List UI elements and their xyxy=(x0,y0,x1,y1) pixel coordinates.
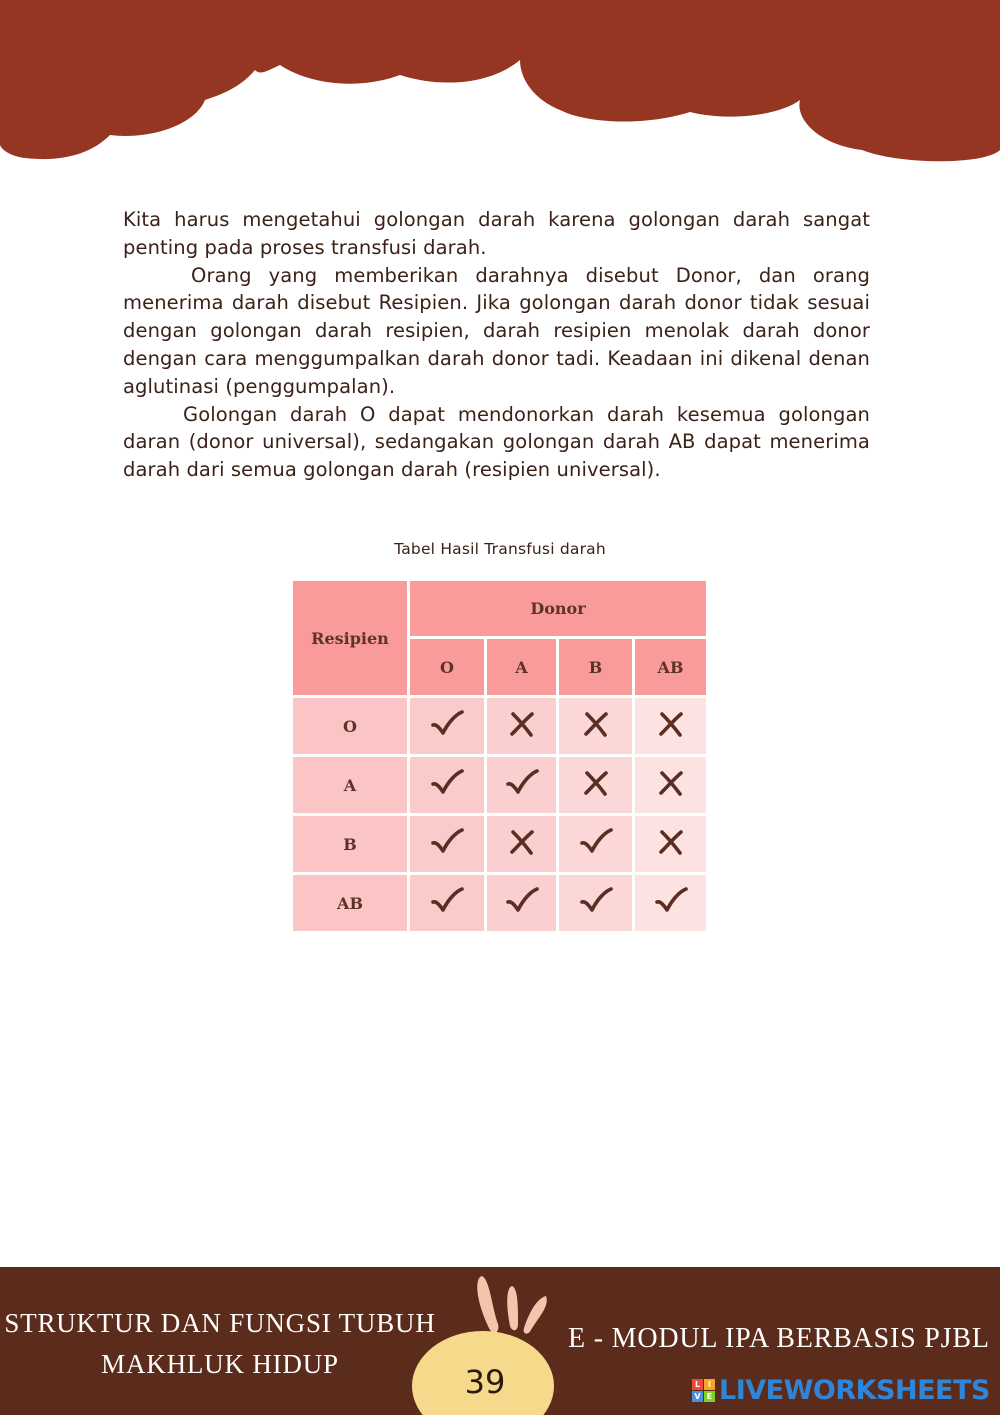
result-cell xyxy=(410,875,484,931)
cross-icon xyxy=(579,709,613,739)
body-text xyxy=(123,206,870,484)
result-cell xyxy=(635,816,706,872)
page-number: 39 xyxy=(464,1363,506,1401)
cross-icon xyxy=(505,709,539,739)
result-cell xyxy=(410,816,484,872)
table-row xyxy=(293,698,706,754)
result-cell xyxy=(410,698,484,754)
footer-topic-line1: STRUKTUR DAN FUNGSI TUBUH xyxy=(4,1308,436,1338)
result-cell xyxy=(410,757,484,813)
result-cell xyxy=(559,757,632,813)
module-title: E - MODUL IPA BERBASIS PJBL xyxy=(568,1323,990,1354)
cross-icon xyxy=(579,768,613,798)
check-icon xyxy=(430,768,464,798)
donor-header: Donor xyxy=(410,581,706,636)
liveworksheets-text: LIVEWORKSHEETS xyxy=(719,1375,990,1406)
paragraph-universal: Golongan darah O dapat mendonorkan darah kesemua golongan daran (donor universal), sedangakan golongan darah AB dapat menerima darah dari semua golongan darah (resipien universal). xyxy=(123,402,870,482)
result-cell xyxy=(559,875,632,931)
row-header: AB xyxy=(293,875,407,931)
resipien-header: Resipien xyxy=(293,581,407,695)
column-header: O xyxy=(410,639,484,695)
result-cell xyxy=(559,816,632,872)
footer-topic-line2: MAKHLUK HIDUP xyxy=(101,1349,339,1379)
liveworksheets-logo-icon: L I V E xyxy=(692,1379,715,1402)
check-icon xyxy=(430,886,464,916)
result-cell xyxy=(487,875,556,931)
table-caption: Tabel Hasil Transfusi darah xyxy=(394,540,606,558)
paragraph-intro: Kita harus mengetahui golongan darah karena golongan darah sangat penting pada proses transfusi darah. xyxy=(123,208,870,259)
cross-icon xyxy=(654,768,688,798)
table-row xyxy=(293,875,706,931)
check-icon xyxy=(430,709,464,739)
check-icon xyxy=(505,768,539,798)
result-cell xyxy=(487,757,556,813)
transfusion-table xyxy=(290,578,709,934)
result-cell xyxy=(487,816,556,872)
column-header: B xyxy=(559,639,632,695)
cross-icon xyxy=(654,709,688,739)
cross-icon xyxy=(505,827,539,857)
result-cell xyxy=(559,698,632,754)
check-icon xyxy=(579,827,613,857)
check-icon xyxy=(505,886,539,916)
footer xyxy=(0,1267,1000,1415)
table-row xyxy=(293,816,706,872)
column-header: A xyxy=(487,639,556,695)
result-cell xyxy=(635,757,706,813)
liveworksheets-brand[interactable] xyxy=(692,1375,990,1406)
footer-topic xyxy=(0,1303,440,1385)
paragraph-donor-resipien: Orang yang memberikan darahnya disebut Donor, dan orang menerima darah disebut Resipien. Jika golongan darah donor tidak sesuai dengan golongan darah resipien, darah resipien menolak darah donor dengan cara menggumpalkan darah donor tadi. Keadaan ini dikenal denan aglutinasi (penggumpalan). xyxy=(123,263,870,398)
check-icon xyxy=(579,886,613,916)
result-cell xyxy=(635,698,706,754)
row-header: B xyxy=(293,816,407,872)
result-cell xyxy=(487,698,556,754)
row-header: A xyxy=(293,757,407,813)
row-header: O xyxy=(293,698,407,754)
cross-icon xyxy=(654,827,688,857)
table-row xyxy=(293,757,706,813)
check-icon xyxy=(654,886,688,916)
top-cloud-decoration xyxy=(0,0,1000,170)
check-icon xyxy=(430,827,464,857)
column-header: AB xyxy=(635,639,706,695)
result-cell xyxy=(635,875,706,931)
